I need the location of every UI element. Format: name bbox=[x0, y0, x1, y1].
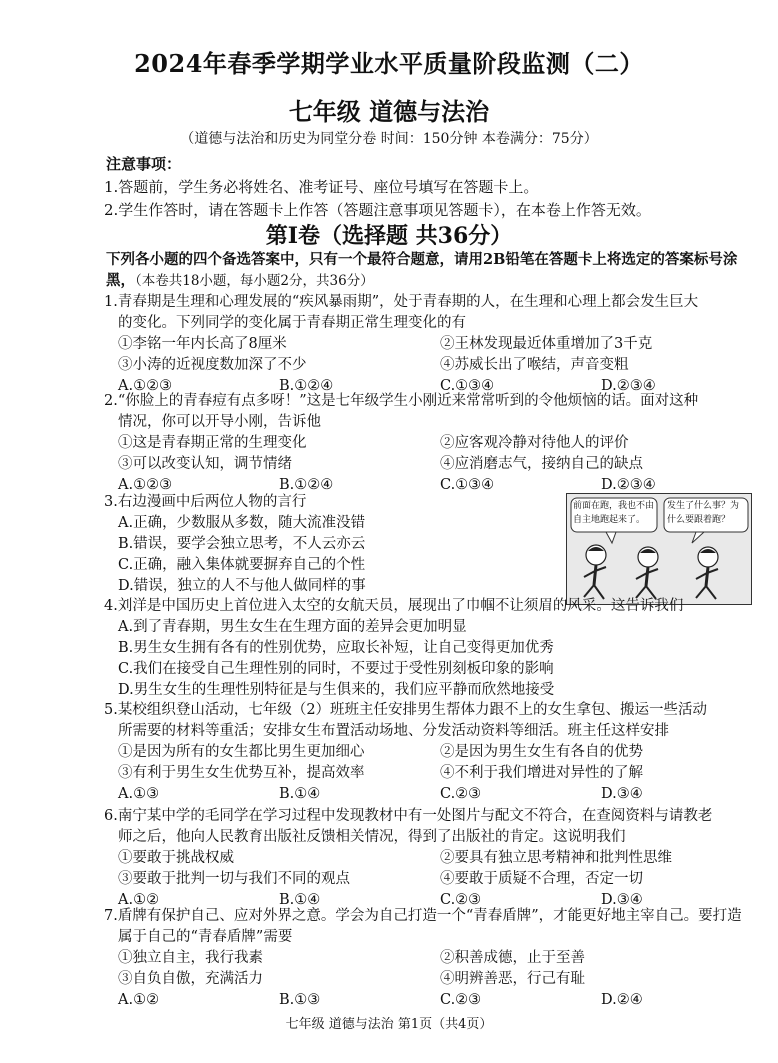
section-instruction bbox=[106, 249, 766, 292]
page-footer: 七年级 道德与法治 第1页（共4页） bbox=[285, 1017, 493, 1032]
bubble-left-text: 前面在跑，我也不由自主地跑起来了。 bbox=[573, 501, 655, 525]
statement: ④苏威长出了喉结，声音变粗 bbox=[440, 357, 629, 373]
statement: ②要具有独立思考精神和批判性思维 bbox=[440, 850, 672, 866]
bubble-right-text: 发生了什么事？为什么要跟着跑？ bbox=[667, 501, 740, 525]
notice-item: 1.答题前，学生务必将姓名、准考证号、座位号填写在答题卡上。 bbox=[104, 178, 539, 196]
choice: A.①② bbox=[118, 992, 160, 1008]
statement: ①这是青春期正常的生理变化 bbox=[118, 435, 307, 451]
statement: ③自负自傲，充满活力 bbox=[118, 971, 263, 987]
question-7 bbox=[104, 906, 768, 1011]
choice: C.①③④ bbox=[440, 477, 495, 493]
question-6 bbox=[104, 806, 768, 911]
statement: ②积善成德，止于至善 bbox=[440, 950, 585, 966]
statement: ①要敢于挑战权威 bbox=[118, 850, 234, 866]
statement: ③有利于男生女生优势互补，提高效率 bbox=[118, 765, 365, 781]
choice: D.③④ bbox=[601, 786, 643, 802]
section-title: 第Ⅰ卷（选择题 共36分） bbox=[265, 223, 513, 249]
option: C.我们在接受自己生理性别的同时，不要过于受性别刻板印象的影响 bbox=[118, 661, 554, 677]
choice: A.①②③ bbox=[118, 378, 173, 394]
statement: ③小涛的近视度数加深了不少 bbox=[118, 357, 307, 373]
exam-subject: 七年级 道德与法治 bbox=[288, 97, 490, 126]
option: D.男生女生的生理性别特征是与生俱来的，我们应平静而欣然地接受 bbox=[118, 682, 555, 698]
cartoon-illustration bbox=[566, 493, 752, 605]
question-stem-cont: 属于自己的“青春盾牌”需要 bbox=[118, 929, 293, 945]
exam-title: 2024年春季学期学业水平质量阶段监测（二） bbox=[134, 49, 644, 78]
choice: A.①③ bbox=[118, 786, 160, 802]
question-5 bbox=[104, 700, 768, 805]
choice: D.②③④ bbox=[601, 378, 656, 394]
statement: ③可以改变认知，调节情绪 bbox=[118, 456, 292, 472]
question-3 bbox=[104, 492, 554, 597]
choice: C.①③④ bbox=[440, 378, 495, 394]
option: A.正确，少数服从多数，随大流准没错 bbox=[118, 515, 366, 531]
statement: ④应消磨志气，接纳自己的缺点 bbox=[440, 456, 643, 472]
question-stem: 7.盾牌有保护自己、应对外界之意。学会为自己打造一个“青春盾牌”，才能更好地主宰自己。要打造 bbox=[104, 908, 742, 924]
choice: B.①④ bbox=[279, 892, 321, 908]
choice: D.②③④ bbox=[601, 477, 656, 493]
option: B.男生女生拥有各有的性别优势，应取长补短，让自己变得更加优秀 bbox=[118, 640, 554, 656]
statement: ①李铭一年内长高了8厘米 bbox=[118, 336, 287, 352]
question-stem-cont: 师之后，他向人民教育出版社反馈相关情况，得到了出版社的肯定。这说明我们 bbox=[118, 829, 626, 845]
instruction-bold: 下列各小题的四个备选答案中，只有一个最符合题意，请用2B铅笔在答题卡上将选定的答案标号涂黑， bbox=[106, 251, 738, 289]
choice: C.②③ bbox=[440, 786, 482, 802]
choice: B.①③ bbox=[279, 992, 321, 1008]
statement: ④不利于我们增进对异性的了解 bbox=[440, 765, 643, 781]
question-stem: 1.青春期是生理和心理发展的“疾风暴雨期”，处于青春期的人，在生理和心理上都会发生巨大 bbox=[104, 294, 699, 310]
statement: ①是因为所有的女生都比男生更加细心 bbox=[118, 744, 365, 760]
notice-item: 2.学生作答时，请在答题卡上作答（答题注意事项见答题卡），在本卷上作答无效。 bbox=[104, 201, 651, 219]
option: D.错误，独立的人不与他人做同样的事 bbox=[118, 578, 366, 594]
choice: A.①② bbox=[118, 892, 160, 908]
question-stem: 6.南宁某中学的毛同学在学习过程中发现教材中有一处图片与配文不符合，在查阅资料与请教老 bbox=[104, 808, 713, 824]
question-stem-cont: 所需要的材料等重活；安排女生布置活动场地、分发活动资料等细活。班主任这样安排 bbox=[118, 723, 669, 739]
question-stem: 2.“你脸上的青春痘有点多呀！”这是七年级学生小刚近来常常听到的令他烦恼的话。面对这种 bbox=[104, 393, 699, 409]
question-2 bbox=[104, 391, 768, 496]
question-stem: 5.某校组织登山活动，七年级（2）班班主任安排男生帮体力跟不上的女生拿包、搬运一些活动 bbox=[104, 702, 708, 718]
question-stem: 4.刘洋是中国历史上首位进入太空的女航天员，展现出了巾帼不让须眉的风采。这告诉我们 bbox=[104, 598, 684, 614]
statement: ①独立自主，我行我素 bbox=[118, 950, 263, 966]
option: A.到了青春期，男生女生在生理方面的差异会更加明显 bbox=[118, 619, 467, 635]
question-1 bbox=[104, 292, 768, 397]
option: B.错误，要学会独立思考，不人云亦云 bbox=[118, 536, 366, 552]
statement: ②是因为男生女生有各自的优势 bbox=[440, 744, 643, 760]
statement: ②王林发现最近体重增加了3千克 bbox=[440, 336, 653, 352]
choice: B.①②④ bbox=[279, 378, 334, 394]
choice: C.②③ bbox=[440, 992, 482, 1008]
instruction-normal: （本卷共18小题，每小题2分，共36分） bbox=[135, 273, 374, 289]
choice: C.②③ bbox=[440, 892, 482, 908]
statement: ④要敢于质疑不合理，否定一切 bbox=[440, 871, 643, 887]
statement: ③要敢于批判一切与我们不同的观点 bbox=[118, 871, 350, 887]
option: C.正确，融入集体就要摒弃自己的个性 bbox=[118, 557, 366, 573]
statement: ④明辨善恶，行己有耻 bbox=[440, 971, 585, 987]
choice: D.②④ bbox=[601, 992, 643, 1008]
question-stem-cont: 情况，你可以开导小刚，告诉他 bbox=[118, 414, 321, 430]
choice: B.①④ bbox=[279, 786, 321, 802]
exam-info: （道德与法治和历史为同堂分卷 时间：150分钟 本卷满分：75分） bbox=[180, 131, 598, 147]
question-stem-cont: 的变化。下列同学的变化属于青春期正常生理变化的有 bbox=[118, 315, 466, 331]
question-4 bbox=[104, 596, 768, 701]
choice: D.③④ bbox=[601, 892, 643, 908]
notice-heading: 注意事项： bbox=[106, 155, 182, 173]
statement: ②应客观冷静对待他人的评价 bbox=[440, 435, 629, 451]
choice: B.①②④ bbox=[279, 477, 334, 493]
choice: A.①②③ bbox=[118, 477, 173, 493]
question-stem: 3.右边漫画中后两位人物的言行 bbox=[104, 494, 307, 510]
